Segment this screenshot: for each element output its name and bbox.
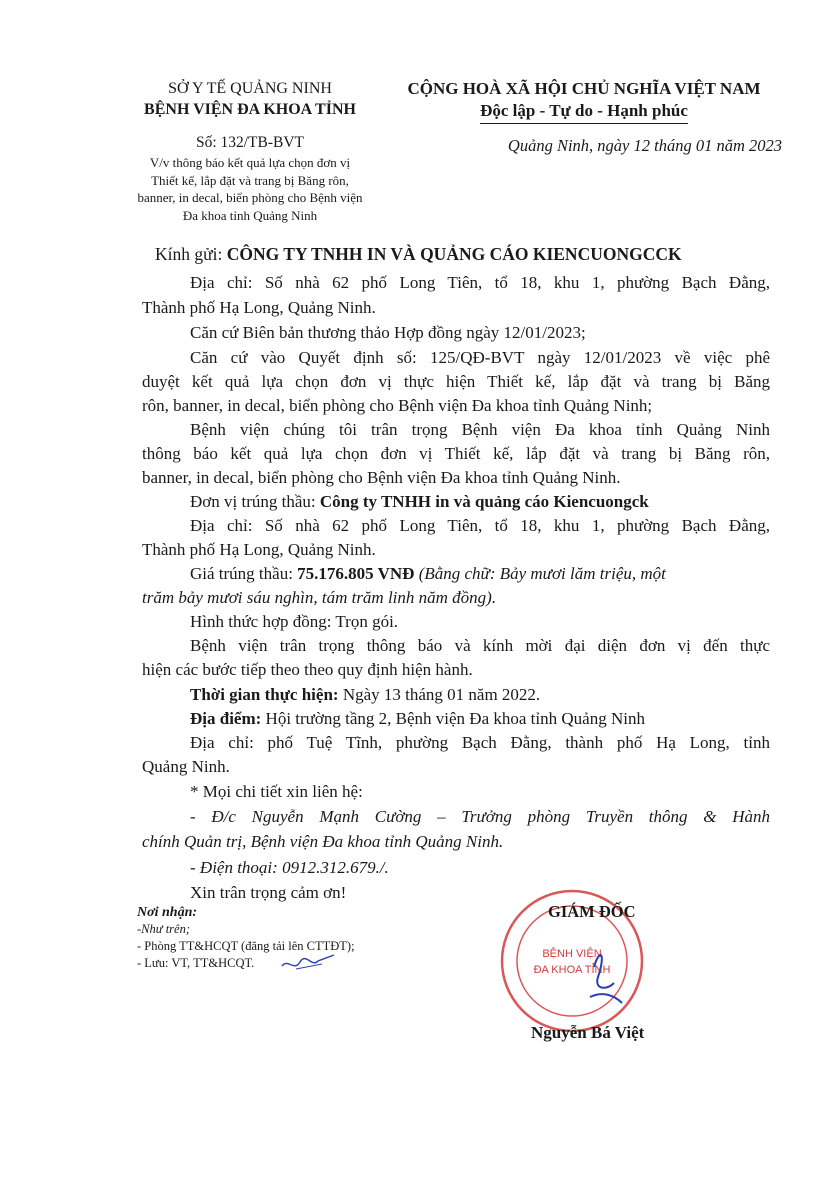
address-line: Địa chỉ: Số nhà 62 phố Long Tiên, tổ 18, khu 1, phường Bạch Đằng, bbox=[190, 516, 770, 535]
org-line-2: BỆNH VIỆN ĐA KHOA TỈNH bbox=[144, 101, 356, 118]
recipient-item: - Lưu: VT, TT&HCQT. bbox=[137, 956, 255, 970]
time-value: Ngày 13 tháng 01 năm 2022. bbox=[342, 685, 541, 704]
price-value: 75.176.805 VNĐ bbox=[297, 564, 415, 583]
invitation-line: Bệnh viện trân trọng thông báo và kính mời đại diện đơn vị đến thực bbox=[190, 636, 770, 655]
seal-text-line-1: BỆNH VIỆN bbox=[542, 948, 602, 960]
invitation-line: hiện các bước tiếp theo theo quy định hiện hành. bbox=[142, 660, 473, 679]
notice-line: Bệnh viện chúng tôi trân trọng Bệnh viện Đa khoa tỉnh Quảng Ninh bbox=[190, 420, 770, 439]
basis-line: Căn cứ Biên bản thương thảo Hợp đồng ngày 12/01/2023; bbox=[190, 323, 586, 342]
time-label: Thời gian thực hiện: bbox=[190, 685, 339, 704]
notice-line: banner, in decal, biển phòng cho Bệnh viện Đa khoa tỉnh Quảng Ninh. bbox=[142, 468, 621, 487]
national-motto: Độc lập - Tự do - Hạnh phúc bbox=[480, 100, 688, 124]
document-subject bbox=[105, 154, 395, 224]
closing-thanks: Xin trân trọng cảm ơn! bbox=[190, 883, 347, 902]
addressee-label: Kính gửi: bbox=[155, 244, 223, 264]
addressee bbox=[155, 244, 682, 266]
seal-text-line-2: ĐA KHOA TỈNH bbox=[533, 964, 611, 976]
basis-line: rôn, banner, in decal, biển phòng cho Bệnh viện Đa khoa tỉnh Quảng Ninh; bbox=[142, 396, 653, 415]
recipients-title: Nơi nhận: bbox=[137, 905, 198, 920]
signer-name: Nguyễn Bá Việt bbox=[531, 1023, 645, 1042]
signer-title: GIÁM ĐỐC bbox=[548, 902, 636, 921]
price-label: Giá trúng thầu: bbox=[190, 564, 293, 583]
contact-intro: * Mọi chi tiết xin liên hệ: bbox=[190, 782, 363, 801]
nation-name: CỘNG HOÀ XÃ HỘI CHỦ NGHĨA VIỆT NAM bbox=[407, 79, 761, 98]
winning-unit-name: Công ty TNHH in và quảng cáo Kiencuongck bbox=[319, 492, 649, 511]
contact-person: - Đ/c Nguyễn Mạnh Cường – Trưởng phòng Truyền thông & Hành bbox=[190, 807, 770, 826]
address-line: Thành phố Hạ Long, Quảng Ninh. bbox=[142, 298, 376, 317]
addressee-company: CÔNG TY TNHH IN VÀ QUẢNG CÁO KIENCUONGCCK bbox=[226, 244, 682, 264]
initial-mark-icon bbox=[278, 952, 338, 974]
recipient-item: -Như trên; bbox=[137, 922, 190, 936]
contact-phone: - Điện thoại: 0912.312.679./. bbox=[190, 858, 389, 877]
winning-unit bbox=[190, 491, 649, 513]
basis-line: duyệt kết quả lựa chọn đơn vị thực hiện Thiết kế, lắp đặt và trang bị Băng bbox=[142, 372, 770, 391]
recipient-item: - Phòng TT&HCQT (đăng tải lên CTTĐT); bbox=[137, 939, 355, 953]
national-heading bbox=[378, 78, 790, 124]
org-line-1: SỞ Y TẾ QUẢNG NINH bbox=[168, 80, 332, 97]
document-number: Số: 132/TB-BVT bbox=[195, 134, 305, 151]
issuing-organization bbox=[115, 78, 385, 120]
basis-line: Căn cứ vào Quyết định số: 125/QĐ-BVT ngày 12/01/2023 về việc phê bbox=[190, 348, 770, 367]
price-in-words-cont: trăm bảy mươi sáu nghìn, tám trăm linh năm đồng). bbox=[142, 588, 497, 607]
winning-price bbox=[190, 563, 666, 585]
price-in-words: (Bằng chữ: Bảy mươi lăm triệu, một bbox=[418, 564, 666, 583]
contract-form: Hình thức hợp đồng: Trọn gói. bbox=[190, 612, 399, 631]
venue-value: Hội trường tầng 2, Bệnh viện Đa khoa tỉnh Quảng Ninh bbox=[265, 709, 645, 728]
winning-unit-label: Đơn vị trúng thầu: bbox=[190, 492, 316, 511]
venue-label: Địa điểm: bbox=[190, 709, 262, 728]
subject-line: Thiết kế, lắp đặt và trang bị Băng rôn, bbox=[151, 172, 349, 188]
address-line: Quảng Ninh. bbox=[142, 757, 230, 776]
execution-time bbox=[190, 684, 540, 706]
address-line: Địa chỉ: Số nhà 62 phố Long Tiên, tổ 18, khu 1, phường Bạch Đằng, bbox=[190, 273, 770, 292]
contact-person-cont: chính Quản trị, Bệnh viện Đa khoa tỉnh Quảng Ninh. bbox=[142, 832, 504, 851]
subject-line: banner, in decal, biển phòng cho Bệnh viện bbox=[137, 190, 363, 205]
subject-line: V/v thông báo kết quả lựa chọn đơn vị bbox=[149, 155, 351, 170]
place-and-date: Quảng Ninh, ngày 12 tháng 01 năm 2023 bbox=[507, 136, 782, 155]
venue bbox=[190, 708, 645, 730]
notice-line: thông báo kết quả lựa chọn đơn vị Thiết kế, lắp đặt và trang bị Băng rôn, bbox=[142, 444, 770, 463]
address-line: Thành phố Hạ Long, Quảng Ninh. bbox=[142, 540, 376, 559]
address-line: Địa chỉ: phố Tuệ Tĩnh, phường Bạch Đằng, thành phố Hạ Long, tỉnh bbox=[190, 733, 770, 752]
subject-line: Đa khoa tỉnh Quảng Ninh bbox=[182, 207, 318, 223]
